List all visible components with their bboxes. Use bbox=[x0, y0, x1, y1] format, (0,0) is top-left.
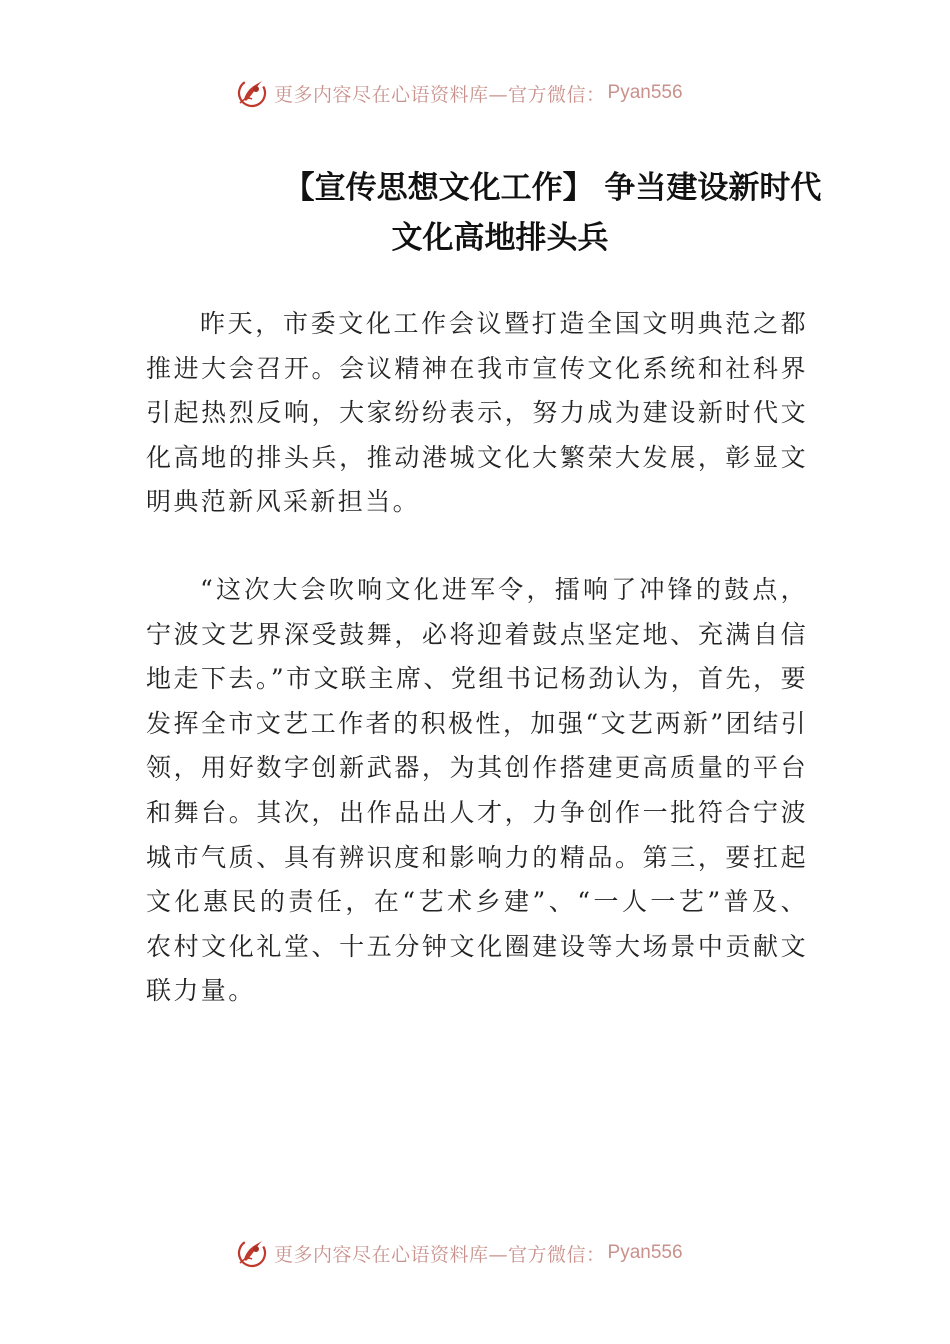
flower-logo-icon bbox=[234, 75, 270, 111]
paragraph-1: 昨天，市委文化工作会议暨打造全国文明典范之都推进大会召开。会议精神在我市宣传文化系统和社科界引起热烈反响，大家纷纷表示，努力成为建设新时代文化高地的排头兵，推动港城文化大繁荣大发展，彰显文明典范新风采新担当。 bbox=[146, 309, 808, 517]
flower-logo-icon bbox=[234, 1235, 270, 1271]
banner-text: 更多内容尽在心语资料库—官方微信： bbox=[274, 83, 606, 106]
title-line-1: 【宣传思想文化工作】 争当建设新时代 bbox=[283, 170, 822, 206]
banner-text: 更多内容尽在心语资料库—官方微信： bbox=[274, 1243, 606, 1266]
banner-wechat-id: Pyan556 bbox=[607, 1242, 683, 1263]
paragraph-2: “这次大会吹响文化进军令，擂响了冲锋的鼓点，宁波文艺界深受鼓舞，必将迎着鼓点坚定地、充满自信地走下去。”市文联主席、党组书记杨劲认为，首先，要发挥全市文艺工作者的积极性，加强“文艺两新”团结引领，用好数字创新武器，为其创作搭建更高质量的平台和舞台。其次，出作品出人才，力争创作一批符合宁波城市气质、具有辨识度和影响力的精品。第三，要扛起文化惠民的责任，在“艺术乡建”、“一人一艺”普及、农村文化礼堂、十五分钟文化圈建设等大场景中贡献文联力量。 bbox=[146, 575, 808, 1006]
footer-banner bbox=[234, 1233, 683, 1273]
title-line-2: 文化高地排头兵 bbox=[391, 220, 609, 256]
article-title bbox=[100, 163, 900, 263]
banner-wechat-id: Pyan556 bbox=[607, 82, 683, 103]
header-banner bbox=[234, 73, 683, 113]
